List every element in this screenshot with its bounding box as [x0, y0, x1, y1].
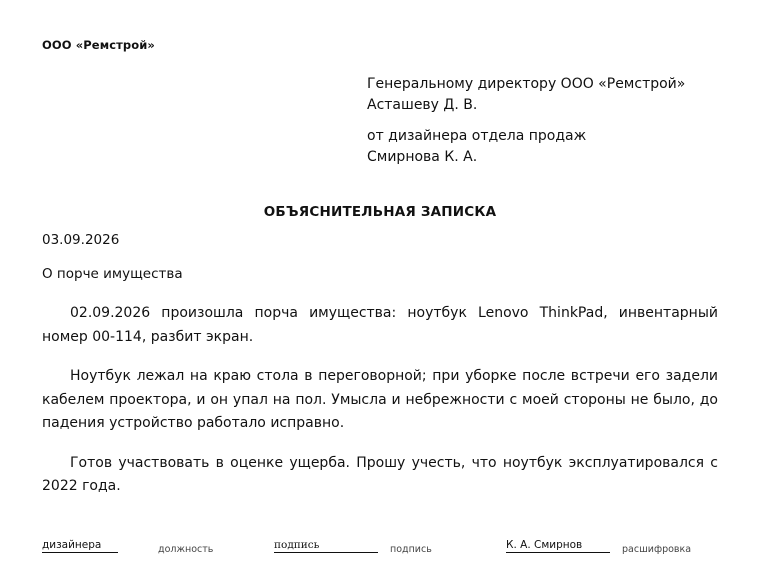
signature-sign [274, 539, 434, 559]
sender [367, 126, 685, 168]
document-subject: О порче имущества [42, 266, 183, 282]
signature-position [42, 539, 214, 559]
signature-sign-caption: подпись [390, 544, 432, 555]
body-paragraph: Ноутбук лежал на краю стола в переговорной; при уборке после встречи его задели кабелем проектора, и он упал на пол. Умысла и небрежности с моей стороны не было, до падения устройство работало исправно. [42, 368, 718, 431]
document-date: 03.09.2026 [42, 232, 120, 248]
document-title: ОБЪЯСНИТЕЛЬНАЯ ЗАПИСКА [263, 204, 497, 220]
signature-position-caption: должность [158, 544, 214, 555]
recipient [367, 74, 685, 116]
organization-name: ООО «Ремстрой» [42, 38, 155, 52]
recipient-name: Асташеву Д. В. [367, 97, 478, 113]
addressee-block [367, 74, 685, 168]
body-paragraph: 02.09.2026 произошла порча имущества: ноутбук Lenovo ThinkPad, инвентарный номер 00-114, разбит экран. [42, 305, 718, 345]
document-body [42, 302, 718, 515]
signature-name [506, 539, 706, 559]
signature-name-caption: расшифровка [622, 544, 692, 555]
signature-name-value: К. А. Смирнов [506, 539, 610, 553]
body-paragraph: Готов участвовать в оценке ущерба. Прошу учесть, что ноутбук эксплуатировался с 2022 года. [42, 454, 718, 494]
signature-sign-value: подпись [274, 539, 378, 553]
signature-position-value: дизайнера [42, 539, 118, 553]
sender-name: Смирнова К. А. [367, 149, 478, 165]
sender-position: от дизайнера отдела продаж [367, 128, 587, 144]
recipient-position: Генеральному директору ООО «Ремстрой» [367, 76, 686, 92]
